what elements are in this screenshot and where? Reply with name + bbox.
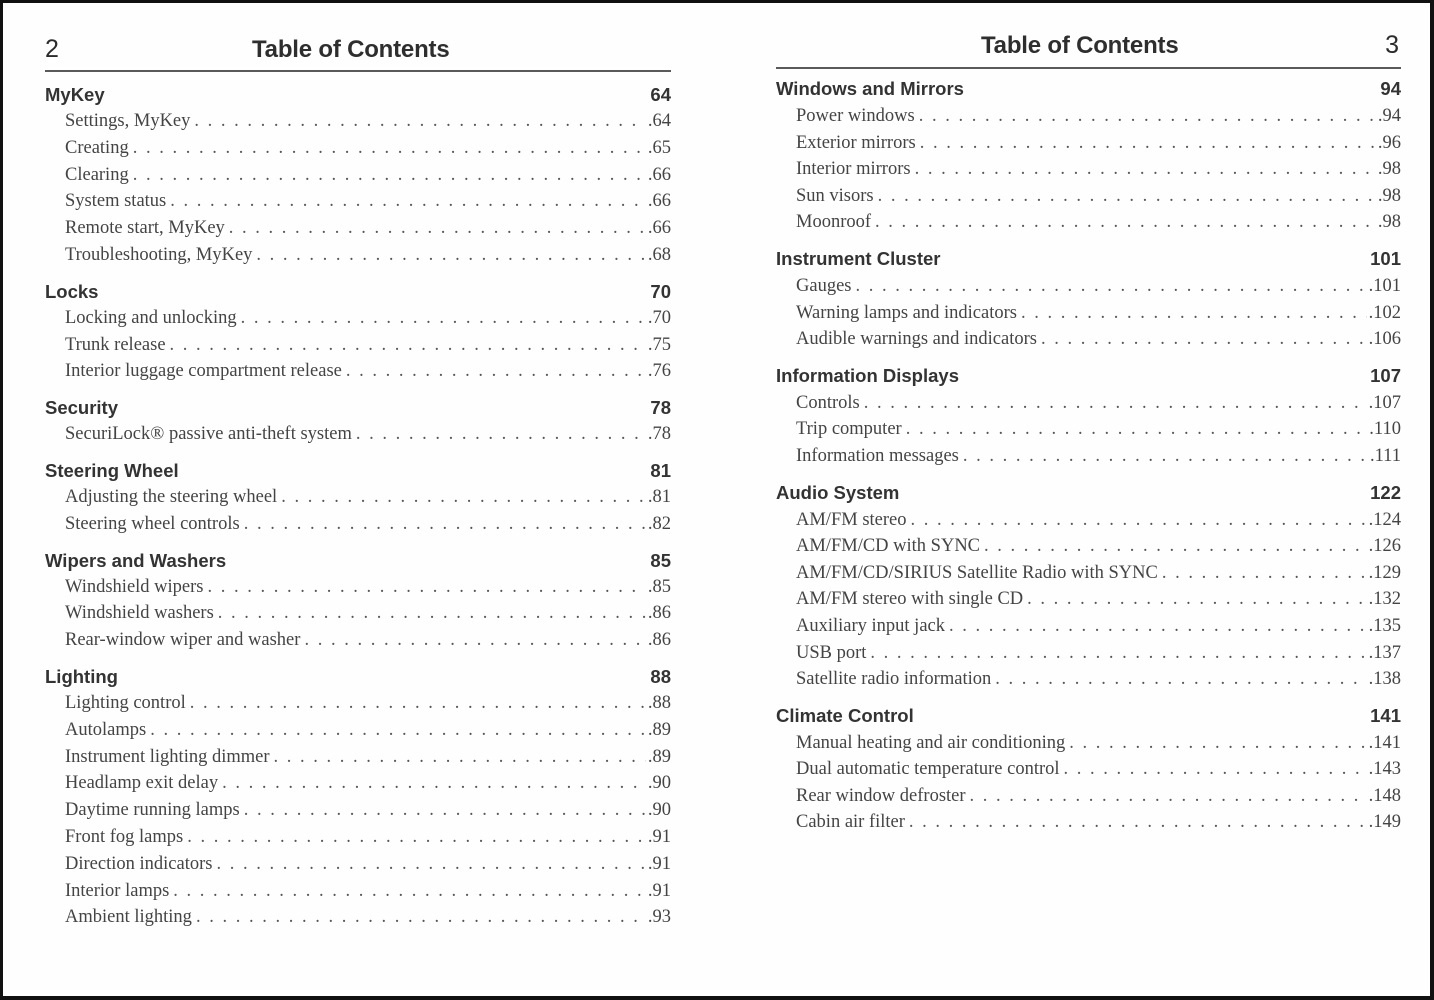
entry-page-number: .143 [1368, 759, 1401, 780]
dot-leader [170, 332, 646, 359]
section-heading[interactable] [776, 75, 1401, 103]
dot-leader [150, 717, 646, 744]
page-title: Table of Contents [252, 36, 450, 63]
toc-entry[interactable] [776, 783, 1401, 810]
toc-entry[interactable] [45, 188, 671, 215]
dot-leader [1162, 560, 1367, 587]
page-number: 3 [1385, 31, 1399, 59]
entry-label: Sun visors [796, 185, 874, 206]
entry-label: AM/FM stereo [796, 509, 907, 530]
entry-label: AM/FM/CD/SIRIUS Satellite Radio with SYNC [796, 562, 1158, 583]
entry-label: Cabin air filter [796, 812, 905, 833]
entry-page-number: .82 [647, 513, 671, 534]
dot-leader [222, 770, 646, 797]
page-number: 2 [45, 35, 59, 63]
toc-section [776, 479, 1401, 693]
section-title: Security [45, 397, 119, 419]
entry-page-number: .148 [1368, 785, 1401, 806]
toc-section [45, 547, 671, 654]
entry-page-number: .107 [1368, 392, 1401, 413]
dot-leader [878, 183, 1376, 210]
left-page [45, 3, 671, 940]
toc-entry[interactable] [776, 183, 1401, 210]
entry-label: Windshield wipers [65, 576, 204, 597]
section-page-number: 85 [650, 549, 671, 571]
entry-label: Interior luggage compartment release [65, 361, 342, 382]
toc-entry[interactable] [776, 300, 1401, 327]
entry-label: Moonroof [796, 212, 872, 233]
toc-entry[interactable] [776, 103, 1401, 130]
entry-page-number: .102 [1368, 302, 1401, 323]
entry-label: Exterior mirrors [796, 132, 916, 153]
dot-leader [906, 416, 1368, 443]
toc-section [45, 457, 671, 538]
section-heading[interactable] [45, 547, 671, 574]
section-title: Wipers and Washers [45, 549, 227, 571]
entry-label: Trunk release [65, 334, 166, 355]
toc-entry[interactable] [45, 797, 671, 824]
section-title: Climate Control [776, 704, 914, 726]
toc-entry[interactable] [776, 560, 1401, 587]
dot-leader [909, 809, 1367, 836]
section-heading[interactable] [776, 245, 1401, 273]
entry-label: Lighting control [65, 692, 186, 713]
toc-section [776, 362, 1401, 470]
dot-leader [241, 305, 646, 332]
right-page [776, 3, 1401, 845]
dot-leader [187, 824, 646, 851]
entry-label: System status [65, 191, 167, 212]
entry-label: Autolamps [65, 719, 147, 740]
dot-leader [133, 135, 646, 162]
entry-page-number: .93 [647, 907, 671, 928]
dot-leader [208, 574, 646, 601]
dot-leader [216, 851, 645, 878]
entry-page-number: .65 [647, 137, 671, 158]
page-header [776, 3, 1401, 69]
section-heading[interactable] [45, 394, 671, 421]
entry-page-number: .138 [1368, 669, 1401, 690]
entry-page-number: .66 [647, 164, 671, 185]
toc-entry[interactable] [45, 878, 671, 905]
section-title: MyKey [45, 84, 105, 105]
toc-entry[interactable] [45, 305, 671, 332]
entry-label: SecuriLock® passive anti-theft system [65, 424, 352, 445]
entry-label: Trip computer [796, 419, 902, 440]
entry-label: Instrument lighting dimmer [65, 746, 270, 767]
entry-label: AM/FM stereo with single CD [796, 589, 1024, 610]
section-title: Audio System [776, 481, 900, 503]
entry-label: Interior mirrors [796, 159, 911, 180]
section-heading[interactable] [45, 81, 671, 108]
dot-leader [346, 358, 646, 385]
toc-entry[interactable] [776, 443, 1401, 470]
entry-page-number: .101 [1368, 275, 1401, 296]
toc-entry[interactable] [776, 809, 1401, 836]
toc-section [45, 278, 671, 385]
toc-section [776, 75, 1401, 236]
entry-page-number: .86 [647, 603, 671, 624]
dot-leader [274, 744, 646, 771]
entry-page-number: .76 [647, 361, 671, 382]
entry-page-number: .70 [647, 307, 671, 328]
dot-leader [875, 209, 1376, 236]
entry-page-number: .124 [1368, 509, 1401, 530]
entry-label: Ambient lighting [65, 907, 192, 928]
entry-label: Rear-window wiper and washer [65, 630, 301, 651]
entry-page-number: .91 [647, 826, 671, 847]
toc-entry[interactable] [776, 613, 1401, 640]
toc-entry[interactable] [776, 130, 1401, 157]
dot-leader [356, 421, 646, 448]
entry-page-number: .81 [647, 486, 671, 507]
entry-label: Troubleshooting, MyKey [65, 244, 253, 265]
entry-label: Clearing [65, 164, 129, 185]
dot-leader [196, 904, 646, 931]
entry-page-number: .66 [647, 218, 671, 239]
section-heading[interactable] [776, 479, 1401, 507]
entry-page-number: .94 [1377, 106, 1401, 126]
entry-page-number: .135 [1368, 615, 1401, 636]
entry-label: Remote start, MyKey [65, 218, 225, 239]
dot-leader [919, 103, 1376, 130]
dot-leader [1021, 300, 1367, 327]
entry-page-number: .78 [647, 424, 671, 445]
page-header [45, 3, 671, 72]
dot-leader [281, 484, 646, 511]
toc-entry[interactable] [776, 156, 1401, 183]
toc-entry[interactable] [45, 108, 671, 135]
dot-leader [218, 600, 646, 627]
toc-entry[interactable] [45, 421, 671, 448]
entry-page-number: .91 [647, 880, 671, 901]
entry-label: Controls [796, 392, 860, 413]
entry-page-number: .64 [647, 111, 671, 131]
dot-leader [911, 507, 1367, 534]
toc-section [45, 81, 671, 269]
entry-label: Rear window defroster [796, 785, 966, 806]
entry-page-number: .90 [647, 773, 671, 794]
dot-leader [244, 797, 646, 824]
section-page-number: 122 [1370, 481, 1401, 503]
entry-page-number: .98 [1377, 212, 1401, 233]
dot-leader [864, 390, 1367, 417]
section-title: Locks [45, 280, 99, 302]
toc-section [45, 663, 671, 931]
toc-entry[interactable] [45, 511, 671, 538]
entry-label: Front fog lamps [65, 826, 184, 847]
dot-leader [870, 640, 1366, 667]
toc-entry[interactable] [45, 770, 671, 797]
toc-entry[interactable] [776, 640, 1401, 667]
toc-entry[interactable] [776, 586, 1401, 613]
entry-page-number: .98 [1377, 159, 1401, 180]
entry-page-number: .126 [1368, 536, 1401, 557]
entry-page-number: .86 [647, 630, 671, 651]
entry-label: Gauges [796, 275, 852, 296]
entry-page-number: .85 [647, 576, 671, 597]
entry-label: Steering wheel controls [65, 513, 240, 534]
toc-entry[interactable] [45, 690, 671, 717]
dot-leader [1041, 326, 1367, 353]
entry-page-number: .137 [1368, 642, 1401, 663]
entry-page-number: .111 [1369, 445, 1401, 466]
section-heading[interactable] [45, 457, 671, 484]
section-page-number: 78 [650, 397, 671, 419]
toc-section [45, 394, 671, 448]
section-heading[interactable] [45, 663, 671, 690]
toc-sections [45, 81, 671, 931]
toc-section [776, 245, 1401, 353]
entry-label: Locking and unlocking [65, 307, 237, 328]
toc-entry[interactable] [776, 666, 1401, 693]
entry-page-number: .89 [647, 746, 671, 767]
toc-entry[interactable] [45, 904, 671, 931]
section-page-number: 88 [650, 665, 671, 687]
entry-page-number: .75 [647, 334, 671, 355]
toc-entry[interactable] [45, 851, 671, 878]
entry-label: Settings, MyKey [65, 111, 191, 131]
dot-leader [256, 242, 645, 269]
toc-entry[interactable] [45, 242, 671, 269]
entry-label: USB port [796, 642, 867, 663]
dot-leader [855, 273, 1366, 300]
toc-entry[interactable] [45, 162, 671, 189]
entry-label: Audible warnings and indicators [796, 329, 1037, 350]
section-title: Lighting [45, 665, 118, 687]
section-page-number: 94 [1380, 78, 1401, 99]
toc-entry[interactable] [776, 756, 1401, 783]
dot-leader [190, 690, 646, 717]
entry-label: Adjusting the steering wheel [65, 486, 278, 507]
dot-leader [949, 613, 1367, 640]
toc-entry[interactable] [776, 507, 1401, 534]
toc-entry[interactable] [776, 209, 1401, 236]
entry-page-number: .90 [647, 800, 671, 821]
dot-leader [995, 666, 1366, 693]
toc-entry[interactable] [45, 484, 671, 511]
toc-entry[interactable] [45, 744, 671, 771]
entry-page-number: .149 [1368, 812, 1401, 833]
section-title: Windows and Mirrors [776, 78, 964, 99]
dot-leader [173, 878, 646, 905]
section-heading[interactable] [45, 278, 671, 305]
entry-label: AM/FM/CD with SYNC [796, 536, 981, 557]
section-page-number: 81 [650, 459, 671, 481]
section-page-number: 141 [1370, 704, 1401, 726]
entry-label: Creating [65, 137, 129, 158]
toc-entry[interactable] [45, 717, 671, 744]
dot-leader [970, 783, 1367, 810]
dot-leader [1069, 730, 1366, 757]
page-title: Table of Contents [981, 32, 1179, 59]
toc-entry[interactable] [45, 135, 671, 162]
toc-entry[interactable] [45, 332, 671, 359]
toc-entry[interactable] [45, 824, 671, 851]
dot-leader [920, 130, 1376, 157]
dot-leader [244, 511, 646, 538]
toc-entry[interactable] [45, 574, 671, 601]
dot-leader [1064, 756, 1367, 783]
entry-label: Manual heating and air conditioning [796, 732, 1066, 753]
entry-label: Windshield washers [65, 603, 214, 624]
toc-section [776, 702, 1401, 836]
section-heading[interactable] [776, 702, 1401, 730]
dot-leader [194, 108, 645, 135]
entry-label: Interior lamps [65, 880, 170, 901]
section-title: Steering Wheel [45, 459, 179, 481]
entry-page-number: .68 [647, 244, 671, 265]
entry-page-number: .106 [1368, 329, 1401, 350]
toc-entry[interactable] [45, 358, 671, 385]
section-title: Instrument Cluster [776, 247, 941, 269]
entry-page-number: .98 [1377, 185, 1401, 206]
toc-entry[interactable] [45, 600, 671, 627]
dot-leader [984, 533, 1367, 560]
section-heading[interactable] [776, 362, 1401, 390]
entry-label: Power windows [796, 106, 915, 126]
toc-entry[interactable] [776, 533, 1401, 560]
section-page-number: 107 [1370, 364, 1401, 386]
entry-label: Auxiliary input jack [796, 615, 945, 636]
dot-leader [1027, 586, 1366, 613]
entry-page-number: .96 [1377, 132, 1401, 153]
dot-leader [170, 188, 646, 215]
toc-entry[interactable] [45, 215, 671, 242]
section-title: Information Displays [776, 364, 959, 386]
dot-leader [915, 156, 1376, 183]
entry-label: Headlamp exit delay [65, 773, 219, 794]
entry-label: Warning lamps and indicators [796, 302, 1017, 323]
section-page-number: 64 [650, 84, 671, 105]
entry-page-number: .110 [1369, 419, 1401, 440]
toc-entry[interactable] [776, 273, 1401, 300]
entry-page-number: .129 [1368, 562, 1401, 583]
entry-label: Information messages [796, 445, 959, 466]
toc-entry[interactable] [45, 627, 671, 654]
entry-page-number: .91 [647, 853, 671, 874]
dot-leader [963, 443, 1368, 470]
section-page-number: 70 [650, 280, 671, 302]
toc-entry[interactable] [776, 730, 1401, 757]
entry-label: Direction indicators [65, 853, 213, 874]
dot-leader [304, 627, 645, 654]
entry-page-number: .141 [1368, 732, 1401, 753]
dot-leader [133, 162, 646, 189]
entry-page-number: .89 [647, 719, 671, 740]
section-page-number: 101 [1370, 247, 1401, 269]
toc-sections [776, 75, 1401, 836]
entry-page-number: .88 [647, 692, 671, 713]
entry-label: Dual automatic temperature control [796, 759, 1060, 780]
entry-label: Daytime running lamps [65, 800, 240, 821]
entry-label: Satellite radio information [796, 669, 992, 690]
entry-page-number: .132 [1368, 589, 1401, 610]
toc-entry[interactable] [776, 326, 1401, 353]
dot-leader [229, 215, 646, 242]
toc-entry[interactable] [776, 390, 1401, 417]
entry-page-number: .66 [647, 191, 671, 212]
toc-entry[interactable] [776, 416, 1401, 443]
